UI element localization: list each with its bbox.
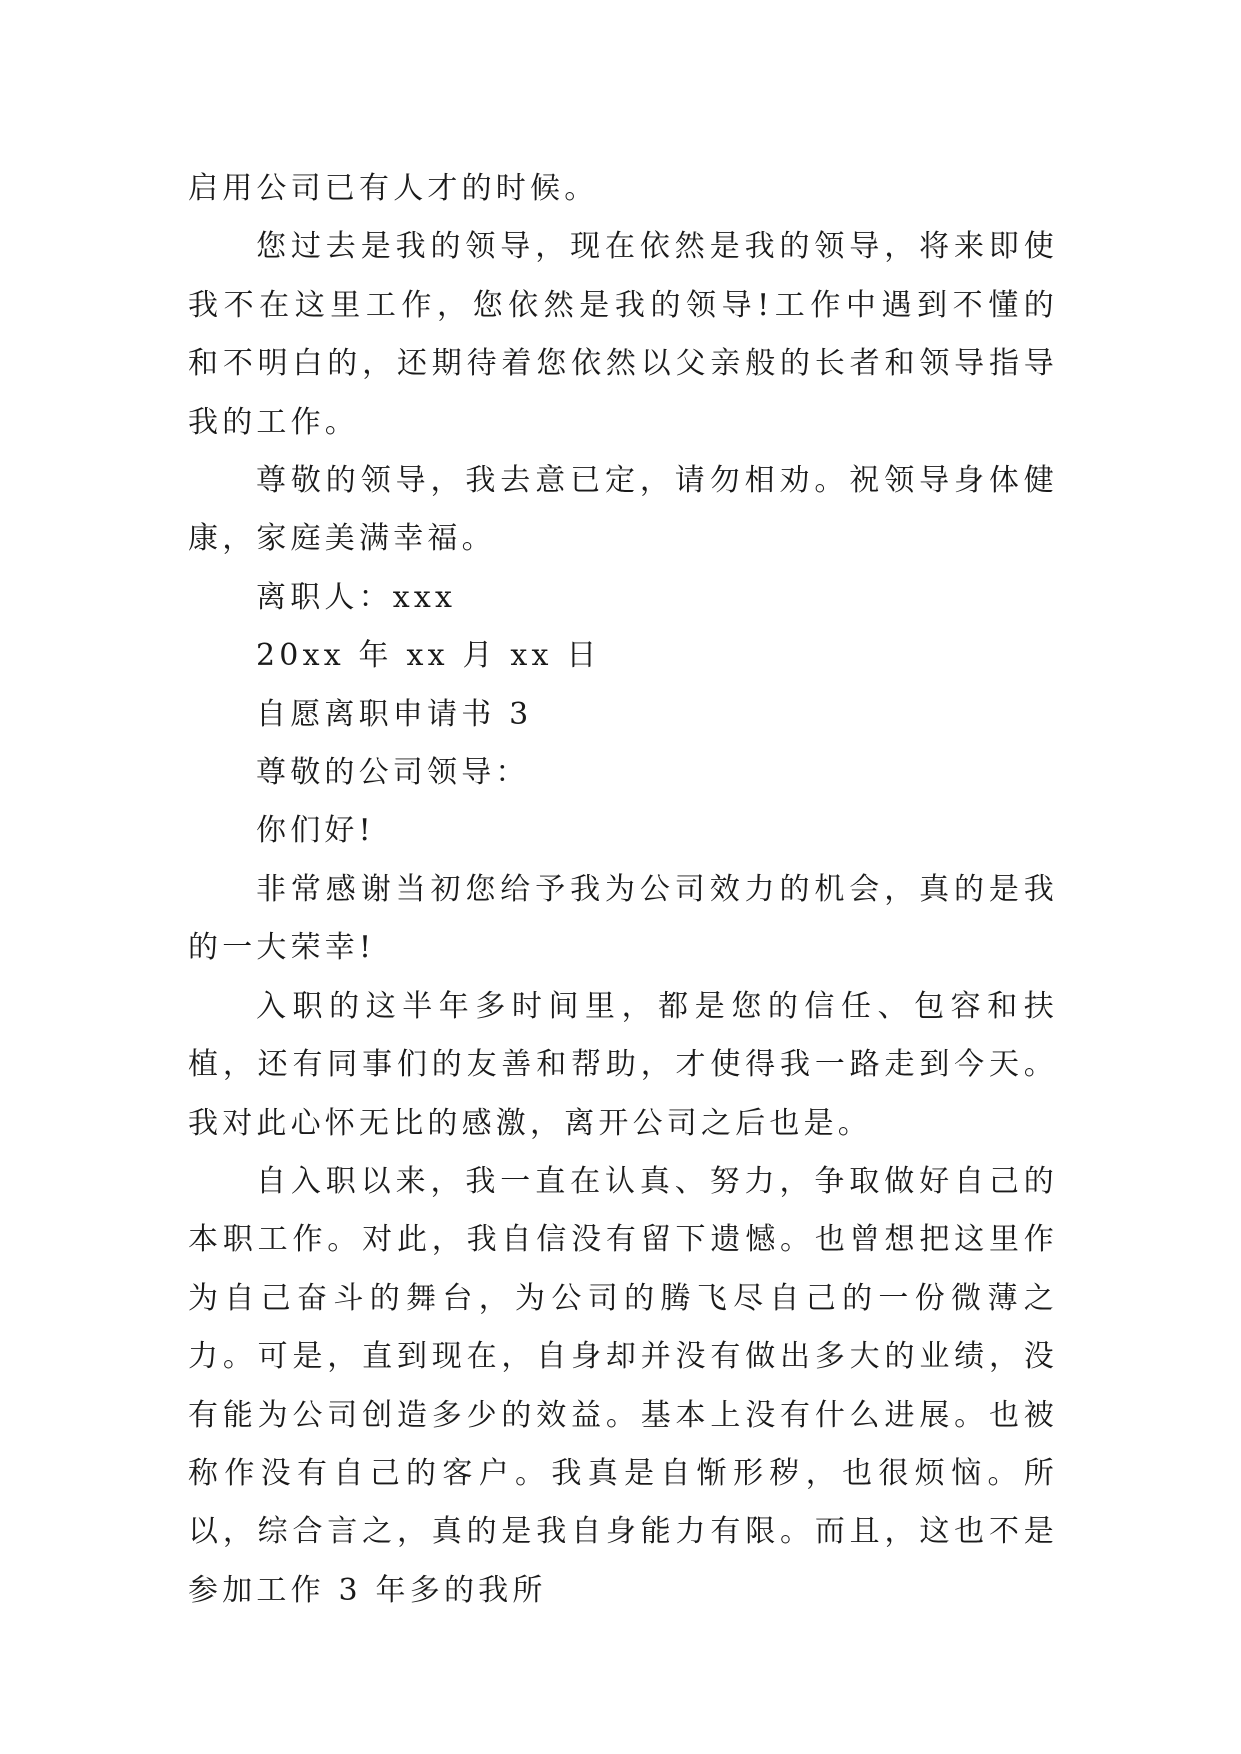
document-body — [188, 160, 1058, 1620]
greeting: 你们好! — [256, 813, 375, 849]
paragraph-farewell-wishes: 尊敬的领导，我去意已定，请勿相劝。祝领导身体健康，家庭美满幸福。 — [188, 463, 1058, 557]
salutation: 尊敬的公司领导： — [256, 755, 530, 791]
paragraph-leader-gratitude: 您过去是我的领导，现在依然是我的领导，将来即使我不在这里工作，您依然是我的领导!工作中遇到不懂的和不明白的，还期待着您依然以父亲般的长者和领导指导我的工作。 — [188, 229, 1058, 440]
paragraph-half-year: 入职的这半年多时间里，都是您的信任、包容和扶植，还有同事们的友善和帮助，才使得我一路走到今天。我对此心怀无比的感激，离开公司之后也是。 — [188, 988, 1058, 1141]
section-title: 自愿离职申请书 3 — [256, 696, 533, 732]
date-line: 20xx 年 xx 月 xx 日 — [256, 638, 601, 674]
paragraph-self-review: 自入职以来，我一直在认真、努力，争取做好自己的本职工作。对此，我自信没有留下遗憾。也曾想把这里作为自己奋斗的舞台，为公司的腾飞尽自己的一份微薄之力。可是，直到现在，自身却并没有做出多大的业绩，没有能为公司创造多少的效益。基本上没有什么进展。也被称作没有自己的客户。我真是自惭形秽，也很烦恼。所以，综合言之，真的是我自身能力有限。而且，这也不是参加工作 3 年多的我所 — [188, 1163, 1058, 1608]
signature-line: 离职人：xxx — [256, 579, 457, 615]
paragraph-continuation: 启用公司已有人才的时候。 — [188, 171, 599, 206]
paragraph-thanks: 非常感谢当初您给予我为公司效力的机会，真的是我的一大荣幸! — [188, 871, 1058, 966]
